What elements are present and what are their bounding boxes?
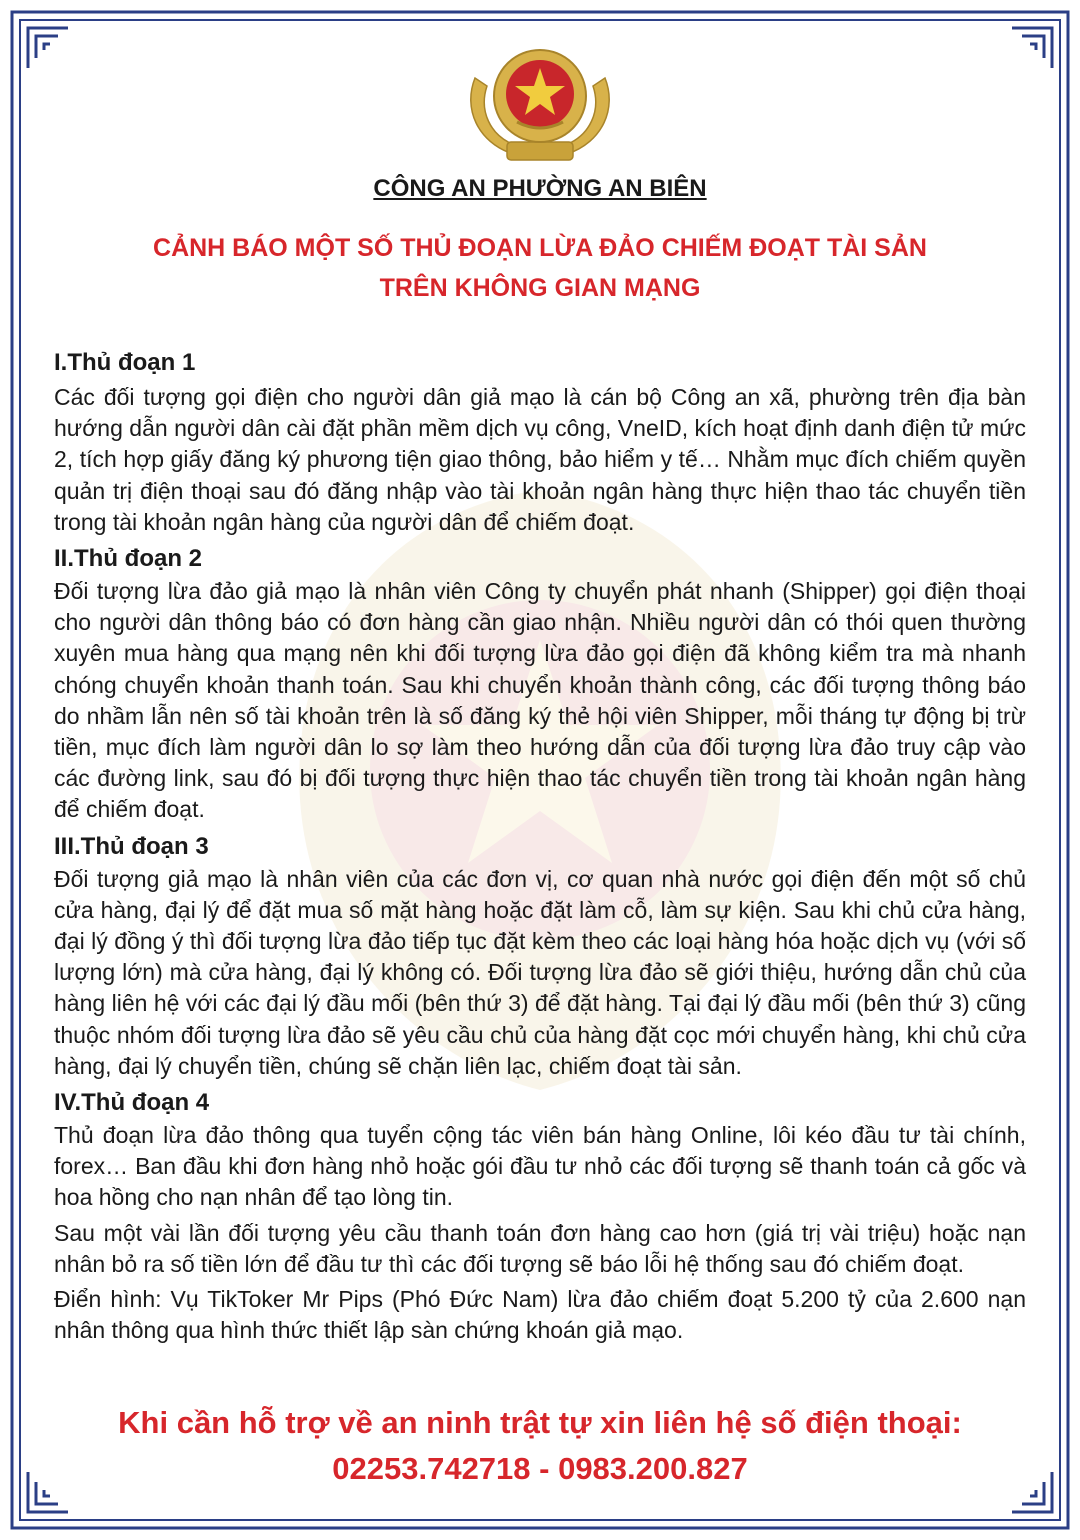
section-paragraph: Các đối tượng gọi điện cho người dân giả mạo là cán bộ Công an xã, phường trên địa bàn hướng dẫn người dân cài đặt phần mềm dịch vụ công, VneID, kích hoạt định danh điện tử mức 2, tích hợp giấy đăng ký phương tiện giao thông, bảo hiểm y tế… Nhằm mục đích chiếm quyền quản trị điện thoại sau đó đăng nhập vào tài khoản ngân hàng thực hiện thao tác chuyển tiền trong tài khoản ngân hàng của người dân để chiếm đoạt. [54,384,1026,535]
warning-title-line1: CẢNH BÁO MỘT SỐ THỦ ĐOẠN LỪA ĐẢO CHIẾM ĐOẠT TÀI SẢN [153,234,927,262]
section-heading: III.Thủ đoạn 3 [54,832,209,860]
section-2 [54,542,1026,826]
section-paragraph: Sau một vài lần đối tượng yêu cầu thanh toán đơn hàng cao hơn (giá trị vài triệu) hoặc nạn nhân bỏ ra số tiền lớn để đầu tư thì các đối tượng sẽ báo lỗi hệ thống sau đó chiếm đoạt. [54,1219,1026,1277]
contact-phones: 02253.742718 - 0983.200.827 [332,1451,748,1486]
contact-info [40,1400,1040,1492]
content-area [54,168,1026,1350]
warning-title-line2: TRÊN KHÔNG GIAN MẠNG [379,274,701,302]
sections [54,346,1026,1346]
section-1 [54,346,1026,538]
organization-name: CÔNG AN PHƯỜNG AN BIÊN [373,175,707,202]
section-paragraph: Đối tượng lừa đảo giả mạo là nhân viên Công ty chuyển phát nhanh (Shipper) gọi điện thoại cho người dân thông báo có đơn hàng cần giao nhận. Nhiều người dân có thói quen thường xuyên mua hàng qua mạng nên khi đối tượng lừa đảo gọi điện đã không kiểm tra mà nhanh chóng chuyển khoản thanh toán. Sau khi chuyển khoản thành công, các đối tượng thông báo do nhầm lẫn nên số tài khoản trên là số đăng ký thẻ hội viên Shipper, mỗi tháng tự động bị trừ tiền, mục đích làm người dân lo sợ làm theo hướng dẫn của đối tượng lừa đảo truy cập vào các đường link, sau đó bị đối tượng thực hiện thao tác chuyển tiền trong tài khoản ngân hàng để chiếm đoạt. [54,578,1026,823]
section-4 [54,1086,1026,1346]
police-emblem-icon [455,38,625,166]
section-paragraph: Đối tượng giả mạo là nhân viên của các đơn vị, cơ quan nhà nước gọi điện đến một số chủ cửa hàng, đại lý để đặt mua số mặt hàng hoặc đặt làm cỗ, làm sự kiện. Sau khi chủ cửa hàng, đại lý đồng ý thì đối tượng lừa đảo tiếp tục đặt kèm theo các loại hàng hóa hoặc dịch vụ (với số lượng lớn) mà cửa hàng, đại lý không có. Đối tượng lừa đảo sẽ giới thiệu, hướng dẫn chủ của hàng liên hệ với các đại lý đầu mối (bên thứ 3) để đặt hàng. Tại đại lý đầu mối (bên thứ 3) cũng thuộc nhóm đối tượng lừa đảo sẽ yêu cầu chủ của hàng đặt cọc mới chuyển hàng, khi chủ cửa hàng, đại lý chuyển tiền, chúng sẽ chặn liên lạc, chiếm đoạt tài sản. [54,865,1026,1079]
section-paragraph: Thủ đoạn lừa đảo thông qua tuyển cộng tác viên bán hàng Online, lôi kéo đầu tư tài chính, forex… Ban đầu khi đơn hàng nhỏ hoặc gói đầu tư nhỏ các đối tượng sẽ thanh toán cả gốc và hoa hồng cho nạn nhân để tạo lòng tin. [54,1122,1026,1211]
section-paragraph: Điển hình: Vụ TikToker Mr Pips (Phó Đức Nam) lừa đảo chiếm đoạt 5.200 tỷ của 2.600 nạn nhân thông qua hình thức thiết lập sàn chứng khoán giả mạo. [54,1286,1026,1344]
section-3 [54,830,1026,1082]
contact-line: Khi cần hỗ trợ về an ninh trật tự xin liên hệ số điện thoại: [118,1405,962,1440]
section-heading: IV.Thủ đoạn 4 [54,1089,210,1117]
section-heading: II.Thủ đoạn 2 [54,545,202,573]
section-heading: I.Thủ đoạn 1 [54,349,196,376]
warning-title [54,228,1026,308]
